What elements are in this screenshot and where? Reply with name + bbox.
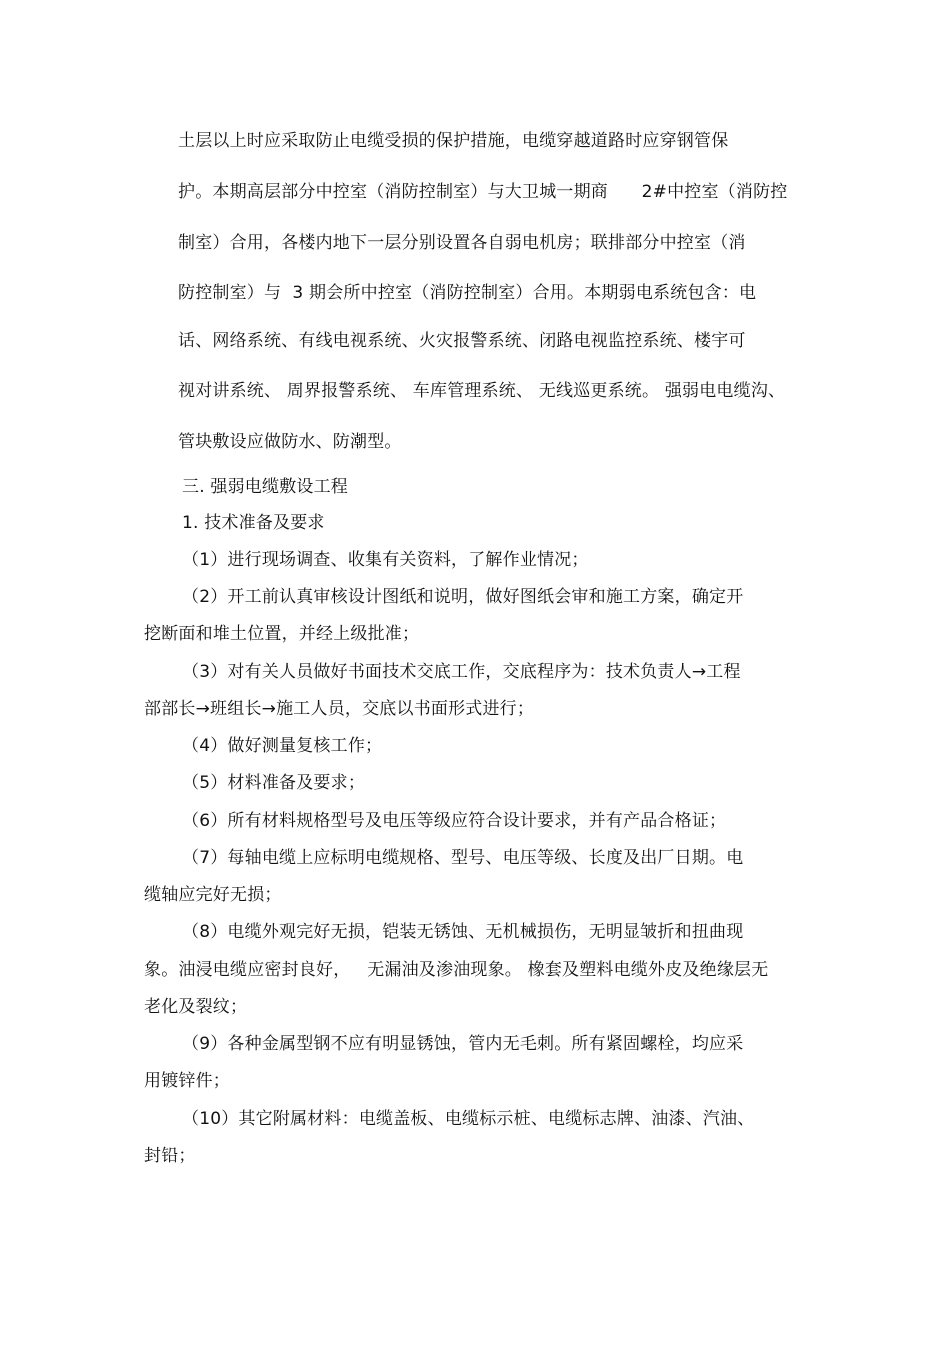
list-item-continuation: 用镀锌件； [144, 1071, 230, 1091]
list-item-continuation: 部部长→班组长→施工人员，交底以书面形式进行； [144, 699, 535, 719]
list-item: （3）对有关人员做好书面技术交底工作，交底程序为：技术负责人→工程 [182, 662, 741, 682]
list-item-continuation: 象。油浸电缆应密封良好， 无漏油及渗油现象。 橡套及塑料电缆外皮及绝缘层无 [144, 960, 769, 980]
list-item: （10）其它附属材料：电缆盖板、电缆标示桩、电缆标志牌、油漆、汽油、 [182, 1109, 755, 1129]
list-item-continuation: 缆轴应完好无损； [144, 885, 282, 905]
section-heading: 三. 强弱电缆敷设工程 [182, 477, 349, 497]
subsection-heading: 1. 技术准备及要求 [182, 513, 325, 533]
list-item: （9）各种金属型钢不应有明显锈蚀，管内无毛刺。所有紧固螺栓，均应采 [182, 1034, 744, 1054]
list-item-continuation: 老化及裂纹； [144, 997, 248, 1017]
list-item: （7）每轴电缆上应标明电缆规格、型号、电压等级、长度及出厂日期。电 [182, 848, 744, 868]
list-item: （8）电缆外观完好无损，铠装无锈蚀、无机械损伤，无明显皱折和扭曲现 [182, 922, 744, 942]
body-text-line: 制室）合用，各楼内地下一层分别设置各自弱电机房；联排部分中控室（消 [178, 233, 746, 253]
body-text-line: 护。本期高层部分中控室（消防控制室）与大卫城一期商 2#中控室（消防控 [178, 182, 788, 202]
body-text-line: 防控制室）与 3 期会所中控室（消防控制室）合用。本期弱电系统包含：电 [178, 283, 757, 303]
list-item: （6）所有材料规格型号及电压等级应符合设计要求，并有产品合格证； [182, 811, 727, 831]
list-item: （5）材料准备及要求； [182, 773, 366, 793]
list-item-continuation: 封铅； [144, 1146, 196, 1166]
body-text-line: 管块敷设应做防水、防潮型。 [178, 432, 402, 452]
list-item: （2）开工前认真审核设计图纸和说明，做好图纸会审和施工方案，确定开 [182, 587, 744, 607]
list-item: （4）做好测量复核工作； [182, 736, 383, 756]
body-text-line: 土层以上时应采取防止电缆受损的保护措施，电缆穿越道路时应穿钢管保 [178, 131, 729, 151]
list-item-continuation: 挖断面和堆土位置，并经上级批准； [144, 624, 420, 644]
list-item: （1）进行现场调查、收集有关资料，了解作业情况； [182, 550, 589, 570]
body-text-line: 视对讲系统、 周界报警系统、 车库管理系统、 无线巡更系统。 强弱电电缆沟、 [178, 381, 786, 401]
body-text-line: 话、网络系统、有线电视系统、火灾报警系统、闭路电视监控系统、楼宇可 [178, 331, 746, 351]
